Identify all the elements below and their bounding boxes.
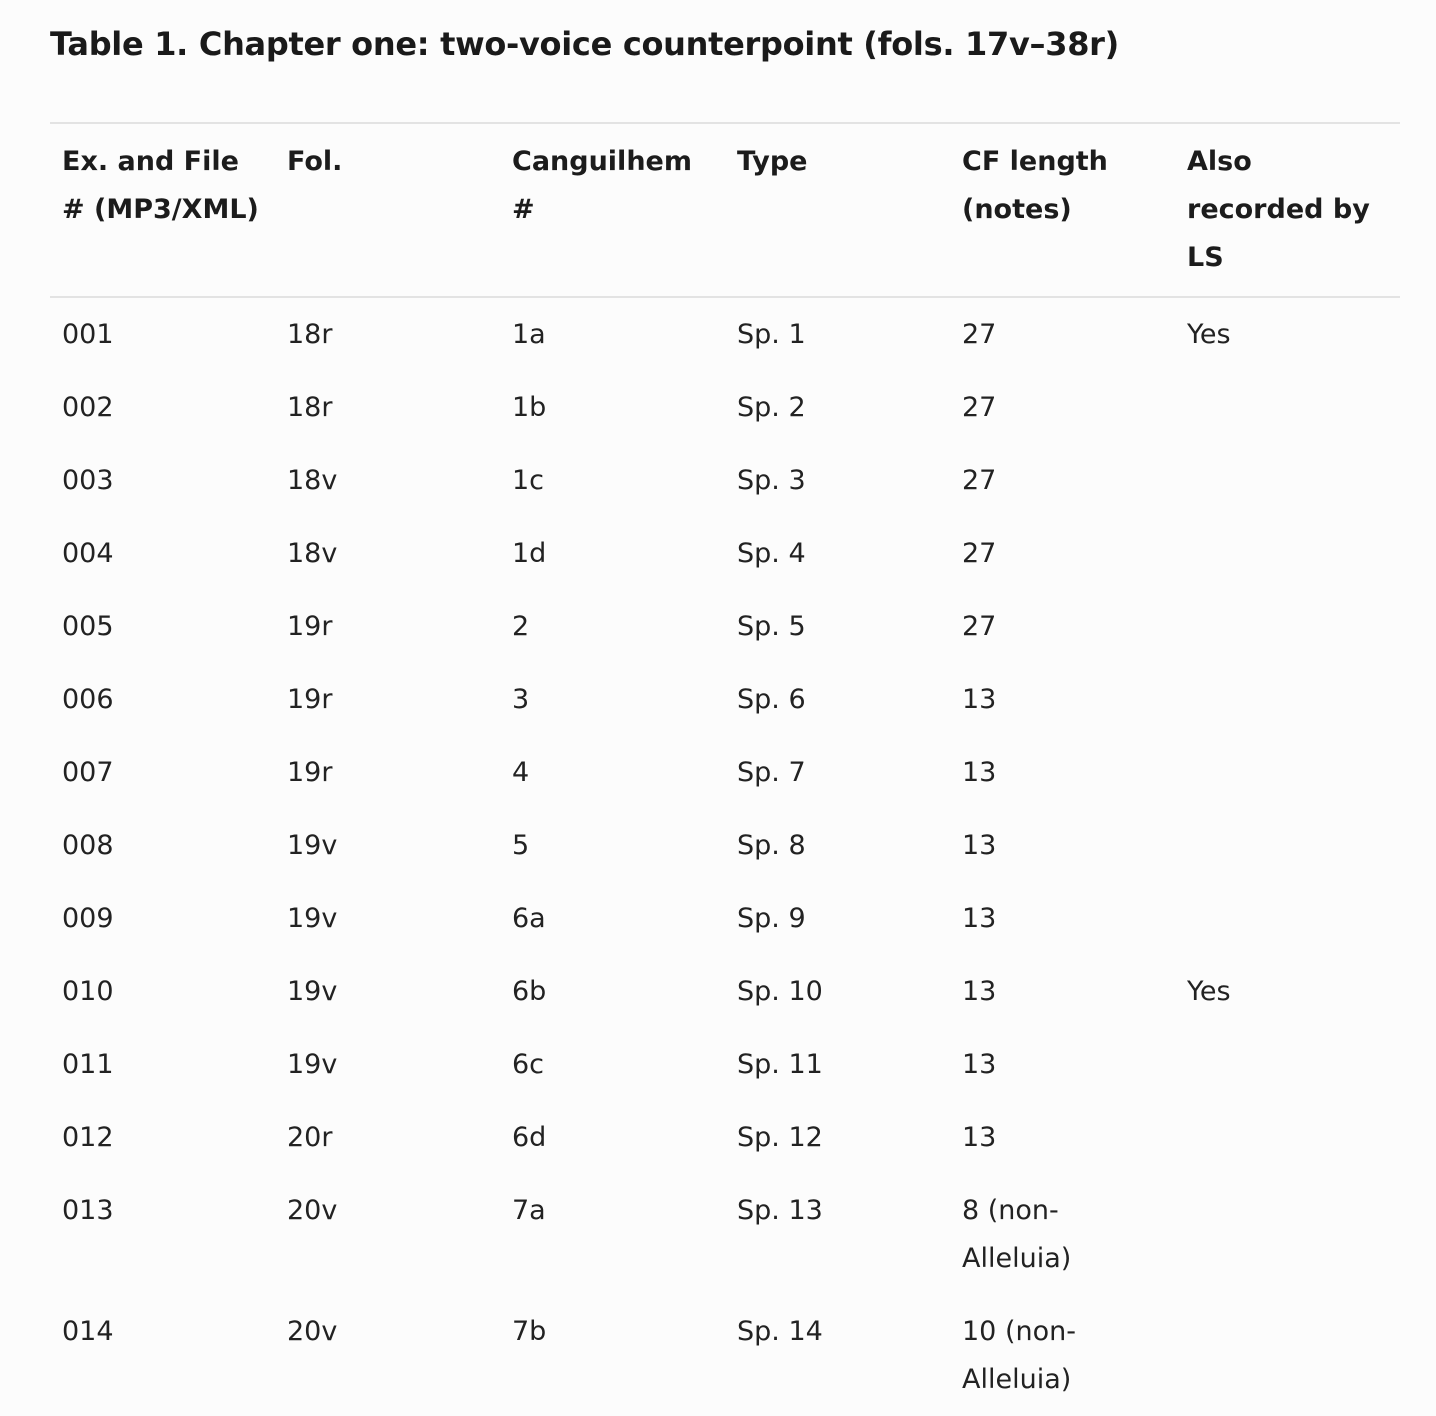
- cell-cf-length: 27: [962, 538, 997, 569]
- cell-cf-length: 13: [962, 757, 997, 788]
- cell-ex-file: 008: [62, 830, 114, 861]
- cell-type: Sp. 7: [737, 757, 806, 788]
- header-cf-length: CF length (notes): [962, 146, 1108, 225]
- cell-also-recorded: [1175, 590, 1400, 663]
- cell-canguilhem: 6a: [512, 903, 546, 934]
- cell-folio: 19r: [287, 757, 333, 788]
- header-also-recorded: Also recorded by LS: [1187, 146, 1370, 273]
- cell-canguilhem: 6d: [512, 1122, 547, 1153]
- header-row: [50, 123, 1400, 297]
- cell-type: Sp. 10: [737, 976, 823, 1007]
- cell-ex-file: 006: [62, 684, 114, 715]
- cell-canguilhem: 1b: [512, 392, 547, 423]
- cell-folio: 18v: [287, 465, 338, 496]
- cell-ex-file: 007: [62, 757, 114, 788]
- cell-type: Sp. 5: [737, 611, 806, 642]
- table-row: [50, 444, 1400, 517]
- cell-cf-length: 13: [962, 1122, 997, 1153]
- cell-canguilhem: 6b: [512, 976, 547, 1007]
- cell-cf-length: 27: [962, 392, 997, 423]
- cell-folio: 19v: [287, 976, 338, 1007]
- cell-ex-file: 009: [62, 903, 114, 934]
- cell-type: Sp. 6: [737, 684, 806, 715]
- table-row: [50, 297, 1400, 371]
- cell-type: Sp. 13: [737, 1195, 823, 1226]
- table-row: [50, 590, 1400, 663]
- cell-canguilhem: 1d: [512, 538, 547, 569]
- cell-folio: 19v: [287, 903, 338, 934]
- cell-canguilhem: 4: [512, 757, 530, 788]
- cell-type: Sp. 2: [737, 392, 806, 423]
- header-canguilhem: Canguilhem #: [512, 146, 692, 225]
- table-row: [50, 1028, 1400, 1101]
- cell-ex-file: 001: [62, 319, 114, 350]
- cell-ex-file: 012: [62, 1122, 114, 1153]
- cell-folio: 20v: [287, 1316, 338, 1347]
- cell-ex-file: 014: [62, 1316, 114, 1347]
- cell-canguilhem: 1c: [512, 465, 545, 496]
- cell-type: Sp. 3: [737, 465, 806, 496]
- cell-canguilhem: 7a: [512, 1195, 546, 1226]
- cell-canguilhem: 1a: [512, 319, 546, 350]
- cell-folio: 20r: [287, 1122, 333, 1153]
- cell-also-recorded: [1175, 809, 1400, 882]
- table-header: [50, 123, 1400, 297]
- cell-folio: 20v: [287, 1195, 338, 1226]
- cell-ex-file: 005: [62, 611, 114, 642]
- cell-canguilhem: 2: [512, 611, 530, 642]
- cell-canguilhem: 5: [512, 830, 530, 861]
- cell-type: Sp. 4: [737, 538, 806, 569]
- cell-type: Sp. 8: [737, 830, 806, 861]
- cell-cf-length: 27: [962, 319, 997, 350]
- cell-cf-length: 13: [962, 1049, 997, 1080]
- cell-canguilhem: 7b: [512, 1316, 547, 1347]
- counterpoint-table: [50, 122, 1400, 1416]
- cell-type: Sp. 14: [737, 1316, 823, 1347]
- cell-folio: 18r: [287, 319, 333, 350]
- cell-type: Sp. 12: [737, 1122, 823, 1153]
- cell-cf-length: 13: [962, 684, 997, 715]
- cell-cf-length: 8 (non-Alleluia): [962, 1195, 1072, 1274]
- cell-folio: 18v: [287, 538, 338, 569]
- cell-cf-length: 13: [962, 830, 997, 861]
- table-row: [50, 955, 1400, 1028]
- cell-cf-length: 27: [962, 611, 997, 642]
- cell-folio: 19r: [287, 684, 333, 715]
- cell-type: Sp. 1: [737, 319, 806, 350]
- cell-also-recorded: [1175, 1028, 1400, 1101]
- cell-also-recorded: Yes: [1187, 319, 1231, 350]
- table-row: [50, 736, 1400, 809]
- table-caption: Table 1. Chapter one: two-voice counterpoint (fols. 17v–38r): [50, 25, 1119, 63]
- cell-ex-file: 002: [62, 392, 114, 423]
- header-type: Type: [737, 146, 808, 177]
- table-row: [50, 1101, 1400, 1174]
- cell-folio: 18r: [287, 392, 333, 423]
- cell-folio: 19r: [287, 611, 333, 642]
- table-body: [50, 297, 1400, 1416]
- cell-also-recorded: [1175, 517, 1400, 590]
- cell-cf-length: 27: [962, 465, 997, 496]
- cell-folio: 19v: [287, 1049, 338, 1080]
- cell-cf-length: 13: [962, 903, 997, 934]
- cell-also-recorded: [1175, 1295, 1400, 1416]
- table-row: [50, 809, 1400, 882]
- cell-also-recorded: [1175, 1174, 1400, 1295]
- table-row: [50, 663, 1400, 736]
- cell-also-recorded: Yes: [1187, 976, 1231, 1007]
- cell-canguilhem: 3: [512, 684, 530, 715]
- cell-canguilhem: 6c: [512, 1049, 545, 1080]
- cell-also-recorded: [1175, 882, 1400, 955]
- cell-ex-file: 010: [62, 976, 114, 1007]
- cell-ex-file: 011: [62, 1049, 114, 1080]
- cell-also-recorded: [1175, 663, 1400, 736]
- table-row: [50, 882, 1400, 955]
- table-row: [50, 1295, 1400, 1416]
- header-ex-file: Ex. and File # (MP3/XML): [62, 146, 259, 225]
- header-folio: Fol.: [287, 146, 343, 177]
- table-row: [50, 517, 1400, 590]
- cell-type: Sp. 9: [737, 903, 806, 934]
- cell-folio: 19v: [287, 830, 338, 861]
- table-row: [50, 1174, 1400, 1295]
- cell-ex-file: 003: [62, 465, 114, 496]
- cell-also-recorded: [1175, 444, 1400, 517]
- cell-type: Sp. 11: [737, 1049, 823, 1080]
- cell-cf-length: 10 (non-Alleluia): [962, 1316, 1076, 1395]
- cell-ex-file: 004: [62, 538, 114, 569]
- cell-cf-length: 13: [962, 976, 997, 1007]
- cell-ex-file: 013: [62, 1195, 114, 1226]
- cell-also-recorded: [1175, 1101, 1400, 1174]
- cell-also-recorded: [1175, 736, 1400, 809]
- cell-also-recorded: [1175, 371, 1400, 444]
- table-row: [50, 371, 1400, 444]
